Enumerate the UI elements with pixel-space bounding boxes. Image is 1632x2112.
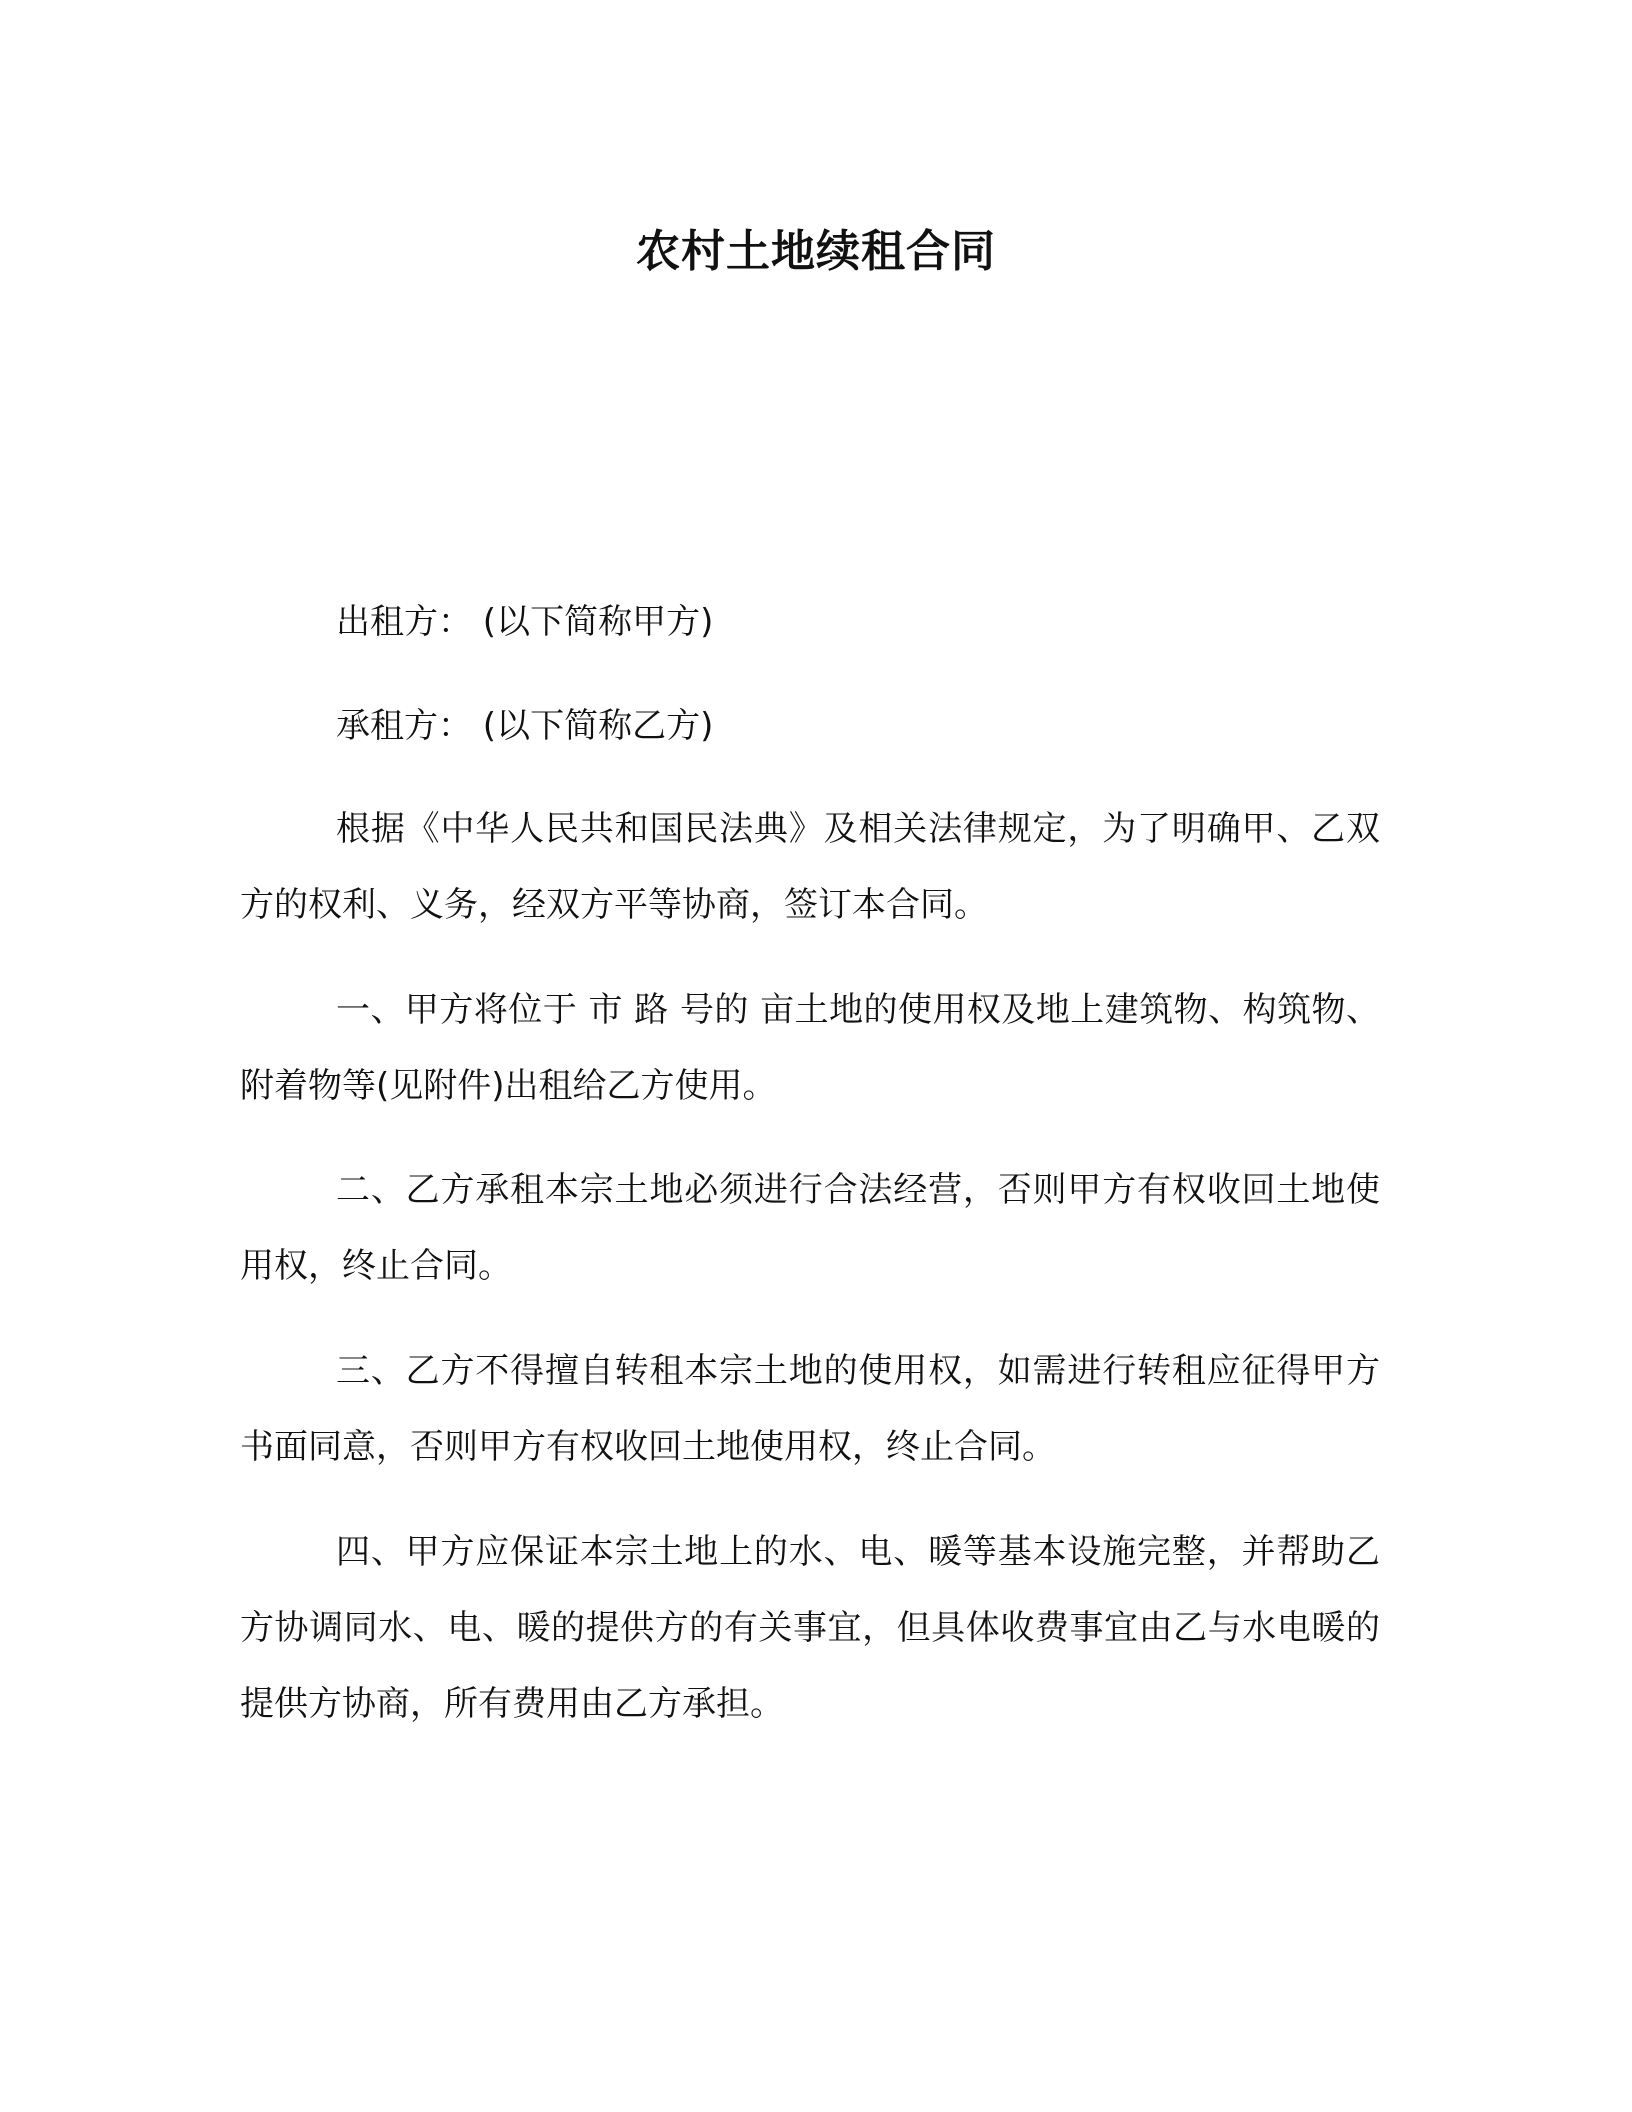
clause-4-block xyxy=(240,1514,1380,1742)
lessee-line: 承租方： (以下简称乙方) xyxy=(336,706,714,746)
lessee-line-block xyxy=(240,688,1380,764)
preamble-paragraph: 根据《中华人民共和国民法典》及相关法律规定，为了明确甲、乙双方的权利、义务，经双方平等协商，签订本合同。 xyxy=(240,809,1380,925)
document-title: 农村土地续租合同 xyxy=(636,226,996,277)
clause-2-paragraph: 二、乙方承租本宗土地必须进行合法经营，否则甲方有权收回土地使用权，终止合同。 xyxy=(240,1170,1380,1286)
lessor-line-block xyxy=(240,584,1380,660)
clause-2-block xyxy=(240,1152,1380,1304)
clause-4-paragraph: 四、甲方应保证本宗土地上的水、电、暖等基本设施完整，并帮助乙方协调同水、电、暖的提供方的有关事宜，但具体收费事宜由乙与水电暖的提供方协商，所有费用由乙方承担。 xyxy=(240,1532,1380,1724)
clause-3-block xyxy=(240,1333,1380,1485)
preamble-block xyxy=(240,791,1380,943)
lessor-line: 出租方： (以下简称甲方) xyxy=(336,602,714,642)
clause-1-paragraph: 一、甲方将位于 市 路 号的 亩土地的使用权及地上建筑物、构筑物、附着物等(见附件)出租给乙方使用。 xyxy=(240,990,1380,1106)
clause-1-block xyxy=(240,972,1380,1124)
clause-3-paragraph: 三、乙方不得擅自转租本宗土地的使用权，如需进行转租应征得甲方书面同意，否则甲方有权收回土地使用权，终止合同。 xyxy=(240,1351,1380,1467)
